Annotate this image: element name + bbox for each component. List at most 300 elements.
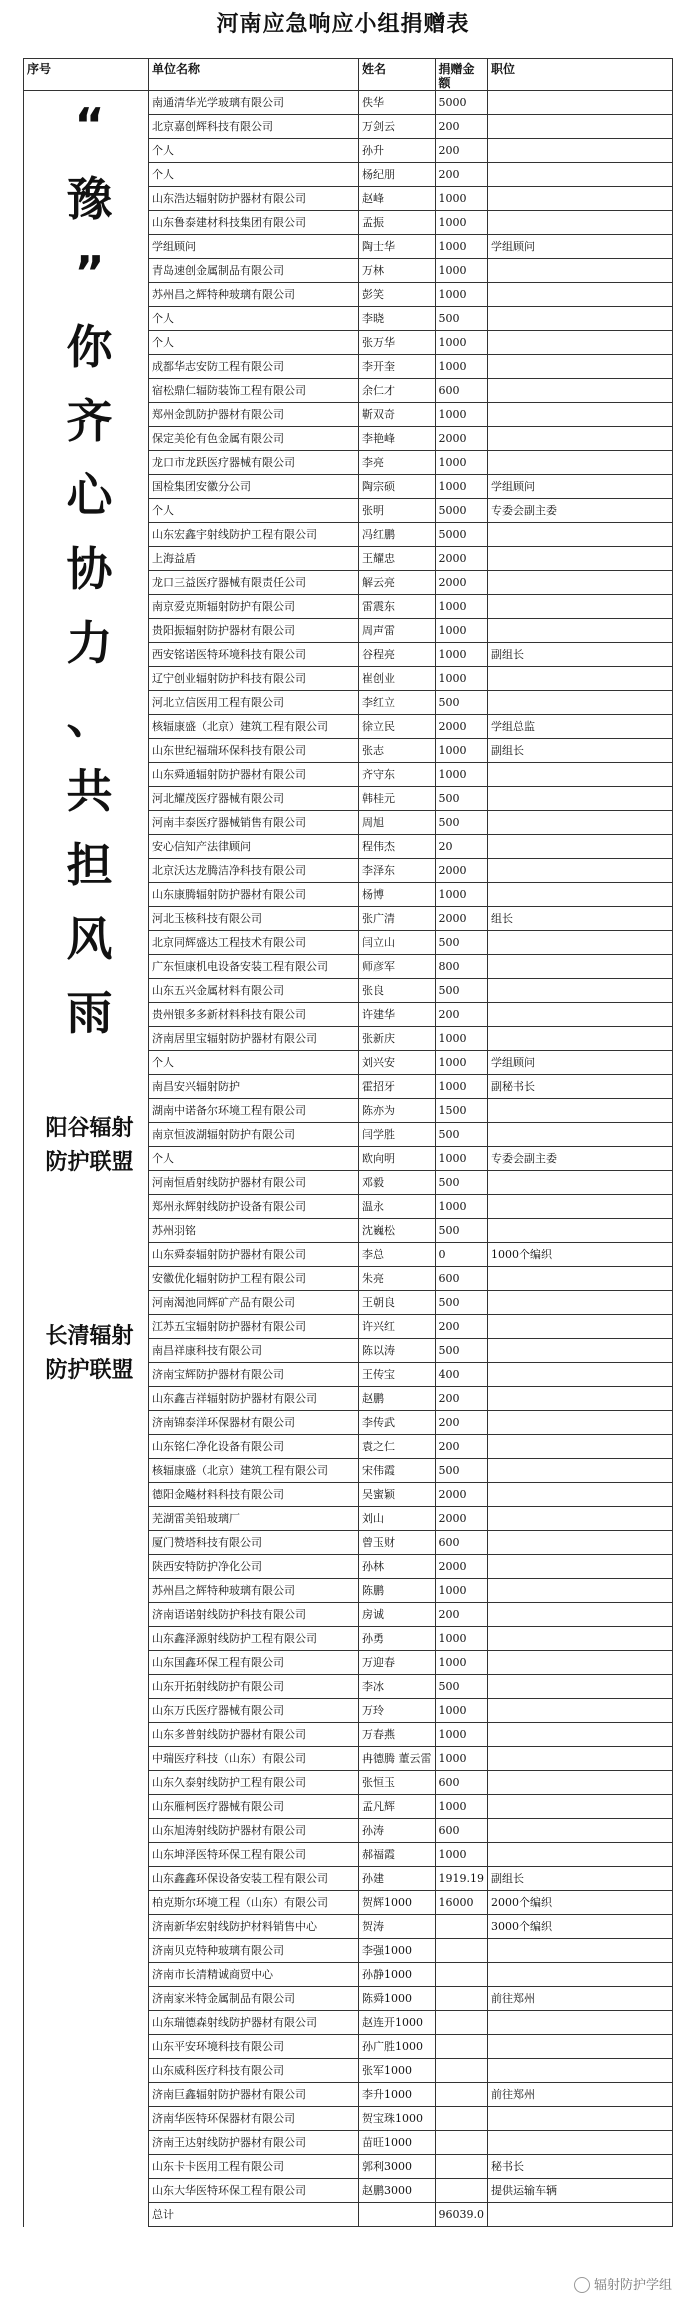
position-cell bbox=[488, 1171, 673, 1195]
seq-cell bbox=[24, 2059, 149, 2083]
name-cell: 余仁才 bbox=[359, 379, 436, 403]
table-row bbox=[24, 1507, 673, 1531]
unit-cell: 贵州银多多新材料科技有限公司 bbox=[149, 1003, 359, 1027]
amount-cell: 1000 bbox=[435, 451, 488, 475]
name-cell: 冯红鹏 bbox=[359, 523, 436, 547]
position-cell bbox=[488, 1843, 673, 1867]
table-row bbox=[24, 1651, 673, 1675]
amount-cell: 1000 bbox=[435, 1795, 488, 1819]
name-cell: 佚华 bbox=[359, 91, 436, 115]
amount-cell: 0 bbox=[435, 1243, 488, 1267]
unit-cell: 龙口市龙跃医疗器械有限公司 bbox=[149, 451, 359, 475]
header-unit: 单位名称 bbox=[149, 59, 359, 91]
name-cell: 万剑云 bbox=[359, 115, 436, 139]
position-cell bbox=[488, 835, 673, 859]
unit-cell: 南京爱克斯辐射防护有限公司 bbox=[149, 595, 359, 619]
seq-cell bbox=[24, 1531, 149, 1555]
name-cell: 李红立 bbox=[359, 691, 436, 715]
table-row bbox=[24, 1771, 673, 1795]
unit-cell: 广东恒康机电设备安装工程有限公司 bbox=[149, 955, 359, 979]
position-cell bbox=[488, 595, 673, 619]
seq-cell bbox=[24, 2011, 149, 2035]
unit-cell: 山东旭涛射线防护器材有限公司 bbox=[149, 1819, 359, 1843]
unit-cell: 山东鲁泰建材科技集团有限公司 bbox=[149, 211, 359, 235]
seq-cell bbox=[24, 1771, 149, 1795]
unit-cell: 南昌祥康科技有限公司 bbox=[149, 1339, 359, 1363]
unit-cell: 南通清华光学玻璃有限公司 bbox=[149, 91, 359, 115]
amount-cell: 500 bbox=[435, 787, 488, 811]
unit-cell: 宿松鼎仁辐防装饰工程有限公司 bbox=[149, 379, 359, 403]
table-row bbox=[24, 1291, 673, 1315]
seq-cell bbox=[24, 1291, 149, 1315]
position-cell bbox=[488, 211, 673, 235]
amount-cell: 600 bbox=[435, 1819, 488, 1843]
amount-cell: 1000 bbox=[435, 1075, 488, 1099]
name-cell: 谷程亮 bbox=[359, 643, 436, 667]
unit-cell: 山东雁柯医疗器械有限公司 bbox=[149, 1795, 359, 1819]
unit-cell: 济南锦泰洋环保器材有限公司 bbox=[149, 1411, 359, 1435]
position-cell bbox=[488, 1291, 673, 1315]
unit-cell: 河北玉核科技有限公司 bbox=[149, 907, 359, 931]
amount-cell bbox=[435, 2011, 488, 2035]
amount-cell bbox=[435, 2131, 488, 2155]
name-cell: 孙林 bbox=[359, 1555, 436, 1579]
unit-cell: 江苏五宝辐射防护器材有限公司 bbox=[149, 1315, 359, 1339]
amount-cell: 1000 bbox=[435, 1027, 488, 1051]
amount-cell: 200 bbox=[435, 1315, 488, 1339]
name-cell: 李亮 bbox=[359, 451, 436, 475]
table-row bbox=[24, 2203, 673, 2227]
position-cell bbox=[488, 763, 673, 787]
seq-cell bbox=[24, 1963, 149, 1987]
position-cell bbox=[488, 163, 673, 187]
position-cell: 提供运输车辆 bbox=[488, 2179, 673, 2203]
unit-cell: 中瑞医疗科技（山东）有限公司 bbox=[149, 1747, 359, 1771]
amount-cell: 5000 bbox=[435, 499, 488, 523]
name-cell: 韩桂元 bbox=[359, 787, 436, 811]
amount-cell: 200 bbox=[435, 139, 488, 163]
alliance-yanggu bbox=[23, 1112, 156, 1180]
seq-cell bbox=[24, 1435, 149, 1459]
name-cell: 冉德腾 董云雷 bbox=[359, 1747, 436, 1771]
slogan-char: 、 bbox=[66, 690, 113, 744]
seq-cell bbox=[24, 1891, 149, 1915]
name-cell: 赵连开1000 bbox=[359, 2011, 436, 2035]
position-cell bbox=[488, 1603, 673, 1627]
amount-cell: 1500 bbox=[435, 1099, 488, 1123]
name-cell: 张明 bbox=[359, 499, 436, 523]
amount-cell: 200 bbox=[435, 1411, 488, 1435]
slogan-char: 心 bbox=[66, 468, 113, 522]
table-row bbox=[24, 2179, 673, 2203]
name-cell: 孙升 bbox=[359, 139, 436, 163]
amount-cell: 1000 bbox=[435, 403, 488, 427]
amount-cell: 1000 bbox=[435, 355, 488, 379]
position-cell bbox=[488, 1339, 673, 1363]
table-row bbox=[24, 1723, 673, 1747]
alliance-changqing-line2: 防护联盟 bbox=[45, 1358, 134, 1383]
table-row bbox=[24, 2011, 673, 2035]
unit-cell: 南昌安兴辐射防护 bbox=[149, 1075, 359, 1099]
unit-cell: 济南家米特金属制品有限公司 bbox=[149, 1987, 359, 2011]
unit-cell: 个人 bbox=[149, 139, 359, 163]
amount-cell: 1000 bbox=[435, 1843, 488, 1867]
slogan-char: 齐 bbox=[66, 394, 113, 448]
unit-cell: 个人 bbox=[149, 499, 359, 523]
amount-cell: 1000 bbox=[435, 331, 488, 355]
position-cell bbox=[488, 1459, 673, 1483]
name-cell: 张志 bbox=[359, 739, 436, 763]
unit-cell: 济南巨鑫辐射防护器材有限公司 bbox=[149, 2083, 359, 2107]
name-cell: 王朝良 bbox=[359, 1291, 436, 1315]
unit-cell: 上海益盾 bbox=[149, 547, 359, 571]
position-cell bbox=[488, 523, 673, 547]
amount-cell: 1000 bbox=[435, 1651, 488, 1675]
name-cell: 陈亦为 bbox=[359, 1099, 436, 1123]
name-cell: 房诚 bbox=[359, 1603, 436, 1627]
position-cell bbox=[488, 427, 673, 451]
table-row bbox=[24, 1243, 673, 1267]
slogan-char: 担 bbox=[66, 838, 113, 892]
position-cell bbox=[488, 955, 673, 979]
position-cell bbox=[488, 979, 673, 1003]
unit-cell: 山东瑞德森射线防护器材有限公司 bbox=[149, 2011, 359, 2035]
name-cell: 李晓 bbox=[359, 307, 436, 331]
name-cell: 沈巍松 bbox=[359, 1219, 436, 1243]
table-row bbox=[24, 1411, 673, 1435]
amount-cell: 20 bbox=[435, 835, 488, 859]
unit-cell: 北京同辉盛达工程技术有限公司 bbox=[149, 931, 359, 955]
name-cell: 曾玉财 bbox=[359, 1531, 436, 1555]
name-cell: 温永 bbox=[359, 1195, 436, 1219]
name-cell: 孟振 bbox=[359, 211, 436, 235]
seq-cell bbox=[24, 1867, 149, 1891]
amount-cell: 1000 bbox=[435, 1579, 488, 1603]
amount-cell: 2000 bbox=[435, 571, 488, 595]
table-row bbox=[24, 1483, 673, 1507]
seq-cell bbox=[24, 1795, 149, 1819]
position-cell bbox=[488, 2107, 673, 2131]
position-cell bbox=[488, 1675, 673, 1699]
amount-cell: 500 bbox=[435, 811, 488, 835]
position-cell bbox=[488, 451, 673, 475]
unit-cell: 山东鑫泽源射线防护工程有限公司 bbox=[149, 1627, 359, 1651]
unit-cell: 山东浩达辐射防护器材有限公司 bbox=[149, 187, 359, 211]
name-cell: 王耀忠 bbox=[359, 547, 436, 571]
unit-cell: 山东宏鑫宇射线防护工程有限公司 bbox=[149, 523, 359, 547]
position-cell bbox=[488, 283, 673, 307]
slogan-char: 共 bbox=[66, 764, 113, 818]
position-cell bbox=[488, 931, 673, 955]
unit-cell: 贵阳振辐射防护器材有限公司 bbox=[149, 619, 359, 643]
position-cell bbox=[488, 547, 673, 571]
position-cell bbox=[488, 1483, 673, 1507]
seq-cell bbox=[24, 1603, 149, 1627]
name-cell: 朱亮 bbox=[359, 1267, 436, 1291]
unit-cell: 山东多普射线防护器材有限公司 bbox=[149, 1723, 359, 1747]
position-cell bbox=[488, 2011, 673, 2035]
position-cell bbox=[488, 1531, 673, 1555]
position-cell: 前往郑州 bbox=[488, 2083, 673, 2107]
unit-cell: 山东卡卡医用工程有限公司 bbox=[149, 2155, 359, 2179]
name-cell: 万迎春 bbox=[359, 1651, 436, 1675]
amount-cell: 500 bbox=[435, 307, 488, 331]
name-cell: 张广清 bbox=[359, 907, 436, 931]
name-cell: 许兴红 bbox=[359, 1315, 436, 1339]
amount-cell: 1000 bbox=[435, 1699, 488, 1723]
amount-cell: 500 bbox=[435, 1459, 488, 1483]
name-cell: 孙建 bbox=[359, 1867, 436, 1891]
name-cell: 刘兴安 bbox=[359, 1051, 436, 1075]
position-cell: 3000个编织 bbox=[488, 1915, 673, 1939]
position-cell bbox=[488, 1795, 673, 1819]
amount-cell: 5000 bbox=[435, 523, 488, 547]
unit-cell: 个人 bbox=[149, 1147, 359, 1171]
name-cell: 万春燕 bbox=[359, 1723, 436, 1747]
unit-cell: 核辐康盛（北京）建筑工程有限公司 bbox=[149, 1459, 359, 1483]
name-cell: 陶士华 bbox=[359, 235, 436, 259]
unit-cell: 安徽优化辐射防护工程有限公司 bbox=[149, 1267, 359, 1291]
amount-cell: 1000 bbox=[435, 1723, 488, 1747]
position-cell bbox=[488, 787, 673, 811]
unit-cell: 陕西安特防护净化公司 bbox=[149, 1555, 359, 1579]
name-cell: 孟凡辉 bbox=[359, 1795, 436, 1819]
unit-cell: 济南王达射线防护器材有限公司 bbox=[149, 2131, 359, 2155]
amount-cell: 600 bbox=[435, 1771, 488, 1795]
position-cell bbox=[488, 379, 673, 403]
name-cell: 李艳峰 bbox=[359, 427, 436, 451]
seq-cell bbox=[24, 2131, 149, 2155]
seq-cell bbox=[24, 1939, 149, 1963]
position-cell: 副组长 bbox=[488, 1867, 673, 1891]
unit-cell: 山东国鑫环保工程有限公司 bbox=[149, 1651, 359, 1675]
unit-cell: 河北耀茂医疗器械有限公司 bbox=[149, 787, 359, 811]
name-cell: 郝福霞 bbox=[359, 1843, 436, 1867]
seq-cell bbox=[24, 1219, 149, 1243]
seq-cell bbox=[24, 2107, 149, 2131]
name-cell: 杨博 bbox=[359, 883, 436, 907]
table-row bbox=[24, 1915, 673, 1939]
amount-cell: 2000 bbox=[435, 547, 488, 571]
watermark-text: 辐射防护学组 bbox=[593, 2277, 672, 2293]
position-cell bbox=[488, 1123, 673, 1147]
seq-cell bbox=[24, 1987, 149, 2011]
table-row bbox=[24, 1867, 673, 1891]
amount-cell: 600 bbox=[435, 379, 488, 403]
amount-cell: 500 bbox=[435, 1675, 488, 1699]
position-cell bbox=[488, 1963, 673, 1987]
page-title: 河南应急响应小组捐赠表 bbox=[216, 12, 470, 37]
table-row bbox=[24, 1555, 673, 1579]
watermark bbox=[574, 2274, 672, 2294]
amount-cell: 500 bbox=[435, 1339, 488, 1363]
position-cell: 学组顾问 bbox=[488, 1051, 673, 1075]
position-cell bbox=[488, 859, 673, 883]
amount-cell: 2000 bbox=[435, 1555, 488, 1579]
name-cell: 陈以涛 bbox=[359, 1339, 436, 1363]
seq-cell bbox=[24, 1195, 149, 1219]
table-row bbox=[24, 1219, 673, 1243]
name-cell: 张恒玉 bbox=[359, 1771, 436, 1795]
table-row bbox=[24, 2107, 673, 2131]
position-cell bbox=[488, 883, 673, 907]
unit-cell: 柏克斯尔环境工程（山东）有限公司 bbox=[149, 1891, 359, 1915]
amount-cell: 2000 bbox=[435, 1507, 488, 1531]
unit-cell: 山东久泰射线防护工程有限公司 bbox=[149, 1771, 359, 1795]
unit-cell: 南京恒波湖辐射防护有限公司 bbox=[149, 1123, 359, 1147]
amount-cell: 200 bbox=[435, 1003, 488, 1027]
unit-cell: 成都华志安防工程有限公司 bbox=[149, 355, 359, 379]
table-row bbox=[24, 2131, 673, 2155]
amount-cell bbox=[435, 1963, 488, 1987]
position-cell: 专委会副主委 bbox=[488, 499, 673, 523]
position-cell bbox=[488, 115, 673, 139]
position-cell bbox=[488, 571, 673, 595]
name-cell: 陈舜1000 bbox=[359, 1987, 436, 2011]
name-cell: 李总 bbox=[359, 1243, 436, 1267]
position-cell bbox=[488, 2035, 673, 2059]
amount-cell: 600 bbox=[435, 1531, 488, 1555]
table-row bbox=[24, 1075, 673, 1099]
alliance-changqing bbox=[23, 1320, 156, 1388]
position-cell: 秘书长 bbox=[488, 2155, 673, 2179]
seq-cell bbox=[24, 2203, 149, 2227]
amount-cell bbox=[435, 1915, 488, 1939]
name-cell: 邓毅 bbox=[359, 1171, 436, 1195]
name-cell: 张新庆 bbox=[359, 1027, 436, 1051]
amount-cell bbox=[435, 2107, 488, 2131]
name-cell: 王传宝 bbox=[359, 1363, 436, 1387]
seq-cell bbox=[24, 1483, 149, 1507]
name-cell: 贺宝珠1000 bbox=[359, 2107, 436, 2131]
seq-cell bbox=[24, 1459, 149, 1483]
name-cell: 张良 bbox=[359, 979, 436, 1003]
position-cell bbox=[488, 1195, 673, 1219]
name-cell: 雷震东 bbox=[359, 595, 436, 619]
unit-cell: 苏州昌之辉特种玻璃有限公司 bbox=[149, 1579, 359, 1603]
amount-cell: 1000 bbox=[435, 235, 488, 259]
unit-cell: 厦门赞塔科技有限公司 bbox=[149, 1531, 359, 1555]
unit-cell: 德阳金飚材料科技有限公司 bbox=[149, 1483, 359, 1507]
amount-cell: 1000 bbox=[435, 1195, 488, 1219]
table-row bbox=[24, 1819, 673, 1843]
name-cell: 贺辉1000 bbox=[359, 1891, 436, 1915]
unit-cell: 芜湖雷美铅玻璃厂 bbox=[149, 1507, 359, 1531]
position-cell bbox=[488, 1651, 673, 1675]
amount-cell: 2000 bbox=[435, 907, 488, 931]
name-cell: 吴蜜颖 bbox=[359, 1483, 436, 1507]
table-row bbox=[24, 1939, 673, 1963]
unit-cell: 济南新华宏射线防护材料销售中心 bbox=[149, 1915, 359, 1939]
position-cell bbox=[488, 1315, 673, 1339]
table-header-row bbox=[24, 59, 673, 91]
position-cell: 1000个编织 bbox=[488, 1243, 673, 1267]
position-cell: 学组总监 bbox=[488, 715, 673, 739]
unit-cell: 济南市长清精诚商贸中心 bbox=[149, 1963, 359, 1987]
name-cell: 徐立民 bbox=[359, 715, 436, 739]
unit-cell: 西安铭诺医特环境科技有限公司 bbox=[149, 643, 359, 667]
unit-cell: 学组顾问 bbox=[149, 235, 359, 259]
name-cell: 许建华 bbox=[359, 1003, 436, 1027]
amount-cell bbox=[435, 2035, 488, 2059]
position-cell bbox=[488, 1411, 673, 1435]
amount-cell: 200 bbox=[435, 115, 488, 139]
header-seq: 序号 bbox=[24, 59, 149, 91]
amount-cell: 1000 bbox=[435, 643, 488, 667]
slogan-char: 豫 bbox=[66, 172, 113, 226]
table-row bbox=[24, 1675, 673, 1699]
header-amount: 捐赠金额 bbox=[435, 59, 488, 91]
amount-cell: 1000 bbox=[435, 1627, 488, 1651]
name-cell: 霍招牙 bbox=[359, 1075, 436, 1099]
amount-cell: 600 bbox=[435, 1267, 488, 1291]
seq-cell bbox=[24, 1915, 149, 1939]
position-cell: 组长 bbox=[488, 907, 673, 931]
position-cell bbox=[488, 1723, 673, 1747]
unit-cell: 山东万氏医疗器械有限公司 bbox=[149, 1699, 359, 1723]
position-cell bbox=[488, 1747, 673, 1771]
position-cell bbox=[488, 1387, 673, 1411]
position-cell bbox=[488, 307, 673, 331]
unit-cell: 河南丰泰医疗器械销售有限公司 bbox=[149, 811, 359, 835]
unit-cell: 河南渴池同辉矿产品有限公司 bbox=[149, 1291, 359, 1315]
position-cell bbox=[488, 331, 673, 355]
amount-cell: 2000 bbox=[435, 1483, 488, 1507]
name-cell: 张万华 bbox=[359, 331, 436, 355]
table-row bbox=[24, 1435, 673, 1459]
name-cell: 孙勇 bbox=[359, 1627, 436, 1651]
name-cell: 陶宗硕 bbox=[359, 475, 436, 499]
name-cell: 闫立山 bbox=[359, 931, 436, 955]
amount-cell: 1000 bbox=[435, 259, 488, 283]
amount-cell bbox=[435, 1987, 488, 2011]
position-cell bbox=[488, 2059, 673, 2083]
seq-cell bbox=[24, 1747, 149, 1771]
table-row bbox=[24, 2083, 673, 2107]
header-name: 姓名 bbox=[359, 59, 436, 91]
slogan-char: ” bbox=[74, 246, 105, 300]
table-row bbox=[24, 1579, 673, 1603]
unit-cell: 河南恒盾射线防护器材有限公司 bbox=[149, 1171, 359, 1195]
unit-cell: 山东开拓射线防护有限公司 bbox=[149, 1675, 359, 1699]
name-cell: 李升1000 bbox=[359, 2083, 436, 2107]
position-cell bbox=[488, 139, 673, 163]
position-cell bbox=[488, 1219, 673, 1243]
name-cell: 周声雷 bbox=[359, 619, 436, 643]
name-cell: 孙广胜1000 bbox=[359, 2035, 436, 2059]
unit-cell: 苏州羽铭 bbox=[149, 1219, 359, 1243]
seq-cell bbox=[24, 1675, 149, 1699]
amount-cell: 200 bbox=[435, 163, 488, 187]
position-cell bbox=[488, 667, 673, 691]
seq-cell bbox=[24, 1555, 149, 1579]
amount-cell: 1000 bbox=[435, 739, 488, 763]
unit-cell: 北京沃达龙腾洁净科技有限公司 bbox=[149, 859, 359, 883]
unit-cell: 国检集团安徽分公司 bbox=[149, 475, 359, 499]
seq-cell bbox=[24, 1843, 149, 1867]
unit-cell: 济南居里宝辐射防护器材有限公司 bbox=[149, 1027, 359, 1051]
slogan-char: 力 bbox=[66, 616, 113, 670]
amount-cell: 96039.0 bbox=[435, 2203, 488, 2227]
position-cell bbox=[488, 1555, 673, 1579]
amount-cell: 16000 bbox=[435, 1891, 488, 1915]
position-cell bbox=[488, 2131, 673, 2155]
unit-cell: 山东坤泽医特环保工程有限公司 bbox=[149, 1843, 359, 1867]
name-cell: 靳双奇 bbox=[359, 403, 436, 427]
position-cell bbox=[488, 1819, 673, 1843]
slogan-char: 雨 bbox=[66, 986, 113, 1040]
seq-cell bbox=[24, 1243, 149, 1267]
